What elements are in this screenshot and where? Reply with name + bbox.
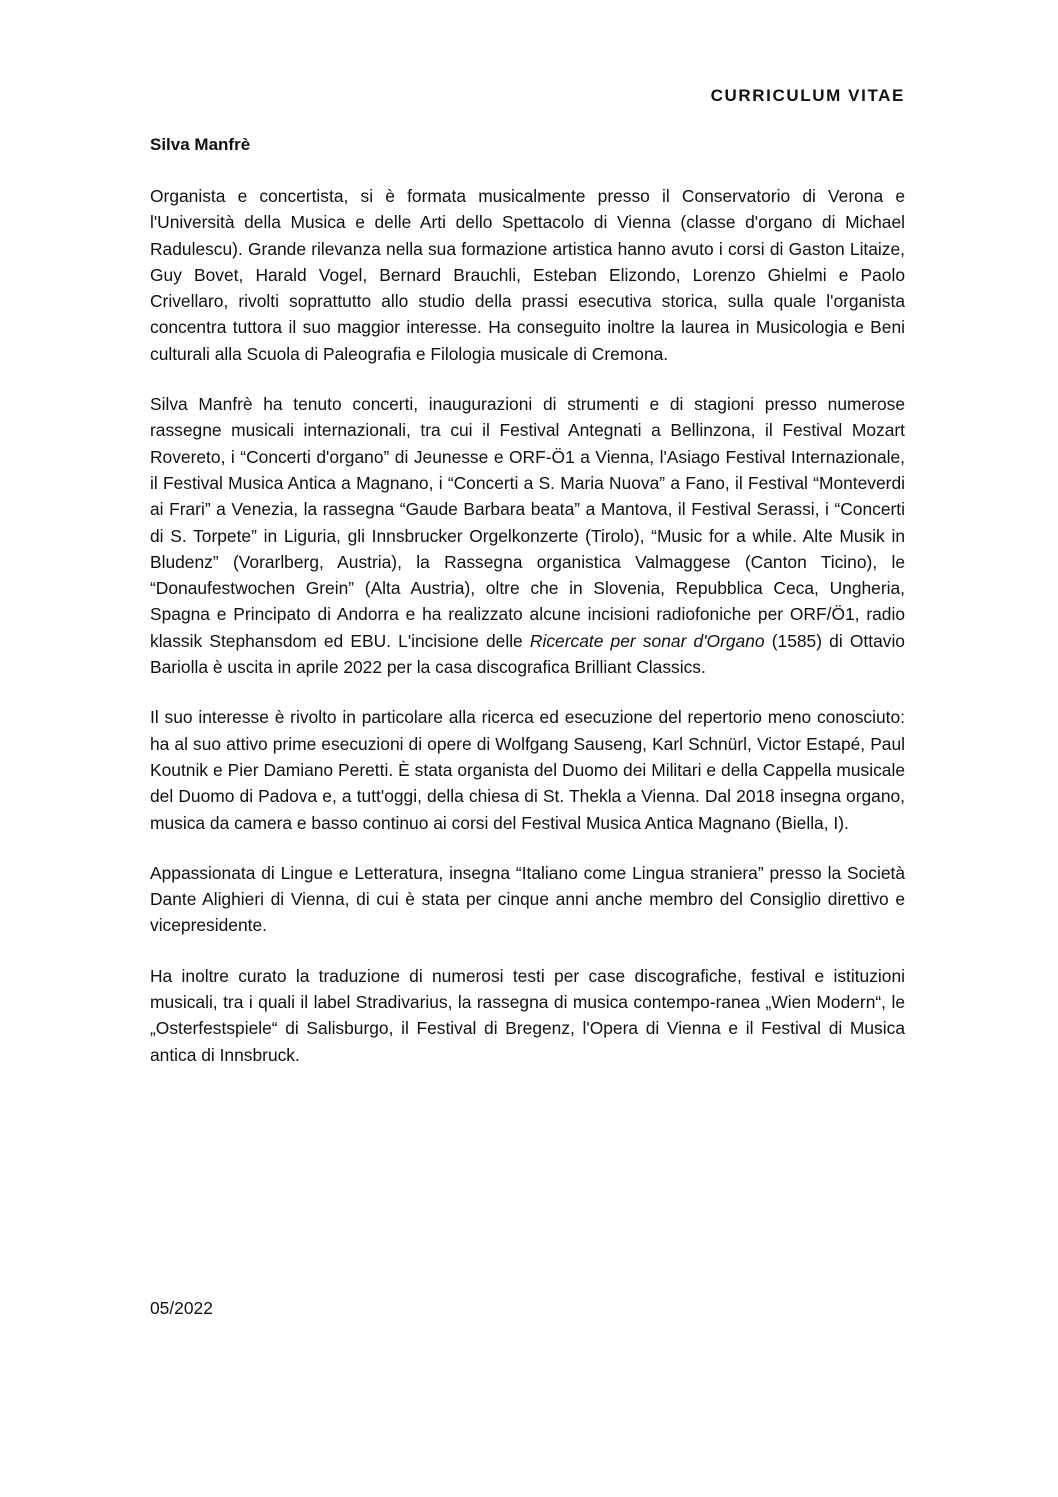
paragraph-concerts — [150, 391, 905, 680]
paragraph-concerts-text-end: (1585) di Ottavio Bariolla è uscita in aprile 2022 per la casa discografica Brilliant Classics. — [150, 630, 905, 678]
document-body — [150, 183, 905, 1092]
paragraph-translations: Ha inoltre curato la traduzione di numerosi testi per case discografiche, festival e istituzioni musicali, tra i quali il label Stradivarius, la rassegna di musica contempo-ranea „Wien Modern“, le „Osterfestspiele“ di Salisburgo, il Festival di Bregenz, l'Opera di Vienna e il Festival di Musica antica di Innsbruck. — [150, 965, 905, 1065]
paragraph-repertoire: Il suo interesse è rivolto in particolare alla ricerca ed esecuzione del repertorio meno conosciuto: ha al suo attivo prime esecuzioni di opere di Wolfgang Sauseng, Karl Schnürl, Victor Estapé, Paul Koutnik e Pier Damiano Peretti. È stata organista del Duomo dei Militari e della Cappella musicale del Duomo di Padova e, a tutt'oggi, della chiesa di St. Thekla a Vienna. Dal 2018 insegna organo, musica da camera e basso continuo ai corsi del Festival Musica Antica Magnano (Biella, I). — [150, 707, 905, 833]
paragraph-education: Organista e concertista, si è formata musicalmente presso il Conservatorio di Verona e l'Università della Musica e delle Arti dello Spettacolo di Vienna (classe d'organo di Michael Radulescu). Grande rilevanza nella sua formazione artistica hanno avuto i corsi di Gaston Litaize, Guy Bovet, Harald Vogel, Bernard Brauchli, Esteban Elizondo, Lorenzo Ghielmi e Paolo Crivellaro, rivolti soprattutto allo studio della prassi esecutiva storica, sulla quale l'organista concentra tuttora il suo maggior interesse. Ha conseguito inoltre la laurea in Musicologia e Beni culturali alla Scuola di Paleografia e Filologia musicale di Cremona. — [150, 186, 905, 364]
recording-title: Ricercate per sonar d'Organo — [529, 630, 765, 651]
person-name: Silva Manfrè — [150, 135, 251, 154]
paragraph-concerts-text: Silva Manfrè ha tenuto concerti, inaugurazioni di strumenti e di stagioni presso numerose rassegne musicali internazionali, tra cui il Festival Antegnati a Bellinzona, il Festival Mozart Rovereto, i “Concerti d'organo” di Jeunesse e ORF-Ö1 a Vienna, l'Asiago Festival Internazionale, il Festival Musica Antica a Magnano, i “Concerti a S. Maria Nuova” a Fano, il Festival “Monteverdi ai Frari” a Venezia, la rassegna “Gaude Barbara beata” a Mantova, il Festival Serassi, i “Concerti di S. Torpete” in Liguria, gli Innsbrucker Orgelkonzerte (Tirolo), “Music for a while. Alte Musik in Bludenz” (Vorarlberg, Austria), la Rassegna organistica Valmaggese (Canton Ticino), le “Donaufestwochen Grein” (Alta Austria), oltre che in Slovenia, Repubblica Ceca, Ungheria, Spagna e Principato di Andorra e ha realizzato alcune incisioni radiofoniche per ORF/Ö1, radio klassik Stephansdom ed EBU. L'incisione delle — [150, 394, 905, 651]
paragraph-languages: Appassionata di Lingue e Letteratura, insegna “Italiano come Lingua straniera” presso la Società Dante Alighieri di Vienna, di cui è stata per cinque anni anche membro del Consiglio direttivo e vicepresidente. — [150, 862, 905, 936]
document-page — [150, 0, 905, 1497]
document-title: CURRICULUM VITAE — [710, 86, 905, 105]
document-date: 05/2022 — [150, 1298, 213, 1318]
